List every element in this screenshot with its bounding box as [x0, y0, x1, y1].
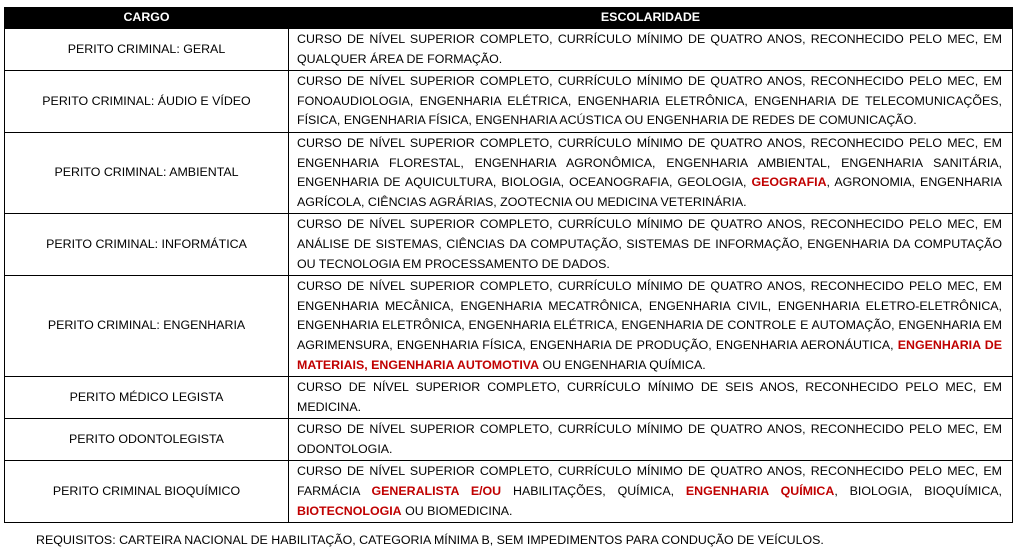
- course-text: OU ENGENHARIA QUÍMICA.: [539, 357, 706, 372]
- escolaridade-cell: [289, 276, 1013, 377]
- course-text: CURSO DE NÍVEL SUPERIOR COMPLETO, CURRÍCULO MÍNIMO DE QUATRO ANOS, RECONHECIDO PELO MEC, EM ODONTOLOGIA.: [297, 422, 1002, 456]
- header-cargo: CARGO: [5, 8, 289, 29]
- course-text: HABILITAÇÕES, QUÍMICA,: [501, 484, 686, 499]
- cargo-cell: PERITO CRIMINAL: INFORMÁTICA: [5, 214, 289, 276]
- cargo-cell: PERITO CRIMINAL: AMBIENTAL: [5, 132, 289, 213]
- cargo-cell: PERITO CRIMINAL: ÁUDIO E VÍDEO: [5, 71, 289, 133]
- table-header-row: [5, 8, 1013, 29]
- course-text: , BIOLOGIA, BIOQUÍMICA,: [834, 484, 1002, 499]
- cargo-cell: PERITO MÉDICO LEGISTA: [5, 377, 289, 419]
- course-text: CURSO DE NÍVEL SUPERIOR COMPLETO, CURRÍCULO MÍNIMO DE SEIS ANOS, RECONHECIDO PELO MEC, EM MEDICINA.: [297, 380, 1002, 414]
- table-row: [5, 276, 1013, 377]
- requirements-table: [4, 7, 1013, 523]
- course-text: , AGRONOMIA, ENGENHARIA AGRÍCOLA, CIÊNCIAS AGRÁRIAS, ZOOTECNIA OU MEDICINA VETERINÁRIA.: [297, 175, 1002, 209]
- course-text: CURSO DE NÍVEL SUPERIOR COMPLETO, CURRÍCULO MÍNIMO DE QUATRO ANOS, RECONHECIDO PELO MEC, EM ANÁLISE DE SISTEMAS, CIÊNCIAS DA COMPUTAÇÃO, SISTEMAS DE INFORMAÇÃO, ENGENHARIA DA COMPUTAÇÃO OU TECNOLOGIA EM PROCESSAMENTO DE DADOS.: [297, 217, 1002, 271]
- table-row: [5, 71, 1013, 133]
- highlighted-course: BIOTECNOLOGIA: [297, 503, 402, 518]
- table-row: [5, 214, 1013, 276]
- course-text: CURSO DE NÍVEL SUPERIOR COMPLETO, CURRÍCULO MÍNIMO DE QUATRO ANOS, RECONHECIDO PELO MEC, EM FARMÁCIA: [297, 464, 1002, 499]
- course-text: CURSO DE NÍVEL SUPERIOR COMPLETO, CURRÍCULO MÍNIMO DE QUATRO ANOS, RECONHECIDO PELO MEC, EM FONOAUDIOLOGIA, ENGENHARIA ELÉTRICA, ENGENHARIA ELETRÔNICA, ENGENHARIA DE TELECOMUNICAÇÕES, FÍSICA, ENGENHARIA FÍSICA, ENGENHARIA ACÚSTICA OU ENGENHARIA DE REDES DE COMUNICAÇÃO.: [297, 74, 1002, 128]
- escolaridade-cell: [289, 377, 1013, 419]
- course-text: CURSO DE NÍVEL SUPERIOR COMPLETO, CURRÍCULO MÍNIMO DE QUATRO ANOS, RECONHECIDO PELO MEC, EM QUALQUER ÁREA DE FORMAÇÃO.: [297, 32, 1002, 66]
- course-text: CURSO DE NÍVEL SUPERIOR COMPLETO, CURRÍCULO MÍNIMO DE QUATRO ANOS, RECONHECIDO PELO MEC, EM ENGENHARIA MECÂNICA, ENGENHARIA MECATRÔNICA, ENGENHARIA CIVIL, ENGENHARIA ELETRO-ELETRÔNICA, ENGENHARIA ELETRÔNICA, ENGENHARIA ELÉTRICA, ENGENHARIA DE CONTROLE E AUTOMAÇÃO, ENGENHARIA EM AGRIMENSURA, ENGENHARIA FÍSICA, ENGENHARIA DE PRODUÇÃO, ENGENHARIA AERONÁUTICA,: [297, 279, 1002, 352]
- highlighted-course: GEOGRAFIA: [751, 175, 827, 190]
- table-row: [5, 377, 1013, 419]
- cargo-cell: PERITO CRIMINAL: GERAL: [5, 29, 289, 71]
- escolaridade-cell: [289, 71, 1013, 133]
- course-text: OU BIOMEDICINA.: [401, 503, 513, 518]
- header-escolaridade: ESCOLARIDADE: [289, 8, 1013, 29]
- highlighted-course: ENGENHARIA DE MATERIAIS, ENGENHARIA AUTOMOTIVA: [297, 337, 1002, 372]
- table-row: [5, 419, 1013, 461]
- cargo-cell: PERITO ODONTOLEGISTA: [5, 419, 289, 461]
- highlighted-course: GENERALISTA E/OU: [371, 484, 502, 499]
- escolaridade-cell: [289, 29, 1013, 71]
- escolaridade-cell: [289, 214, 1013, 276]
- escolaridade-cell: [289, 461, 1013, 523]
- cargo-cell: PERITO CRIMINAL: ENGENHARIA: [5, 276, 289, 377]
- cargo-cell: PERITO CRIMINAL BIOQUÍMICO: [5, 461, 289, 523]
- escolaridade-cell: [289, 419, 1013, 461]
- requisitos-note: REQUISITOS: CARTEIRA NACIONAL DE HABILITAÇÃO, CATEGORIA MÍNIMA B, SEM IMPEDIMENTOS PARA CONDUÇÃO DE VEÍCULOS.: [36, 533, 824, 547]
- table-row: [5, 132, 1013, 213]
- table-row: [5, 29, 1013, 71]
- highlighted-course: ENGENHARIA QUÍMICA: [685, 484, 835, 499]
- table-body: [5, 29, 1013, 523]
- table-row: [5, 461, 1013, 523]
- escolaridade-cell: [289, 132, 1013, 213]
- course-text: CURSO DE NÍVEL SUPERIOR COMPLETO, CURRÍCULO MÍNIMO DE QUATRO ANOS, RECONHECIDO PELO MEC, EM ENGENHARIA FLORESTAL, ENGENHARIA AGRONÔMICA, ENGENHARIA AMBIENTAL, ENGENHARIA SANITÁRIA, ENGENHARIA DE AQUICULTURA, BIOLOGIA, OCEANOGRAFIA, GEOLOGIA,: [297, 135, 1002, 190]
